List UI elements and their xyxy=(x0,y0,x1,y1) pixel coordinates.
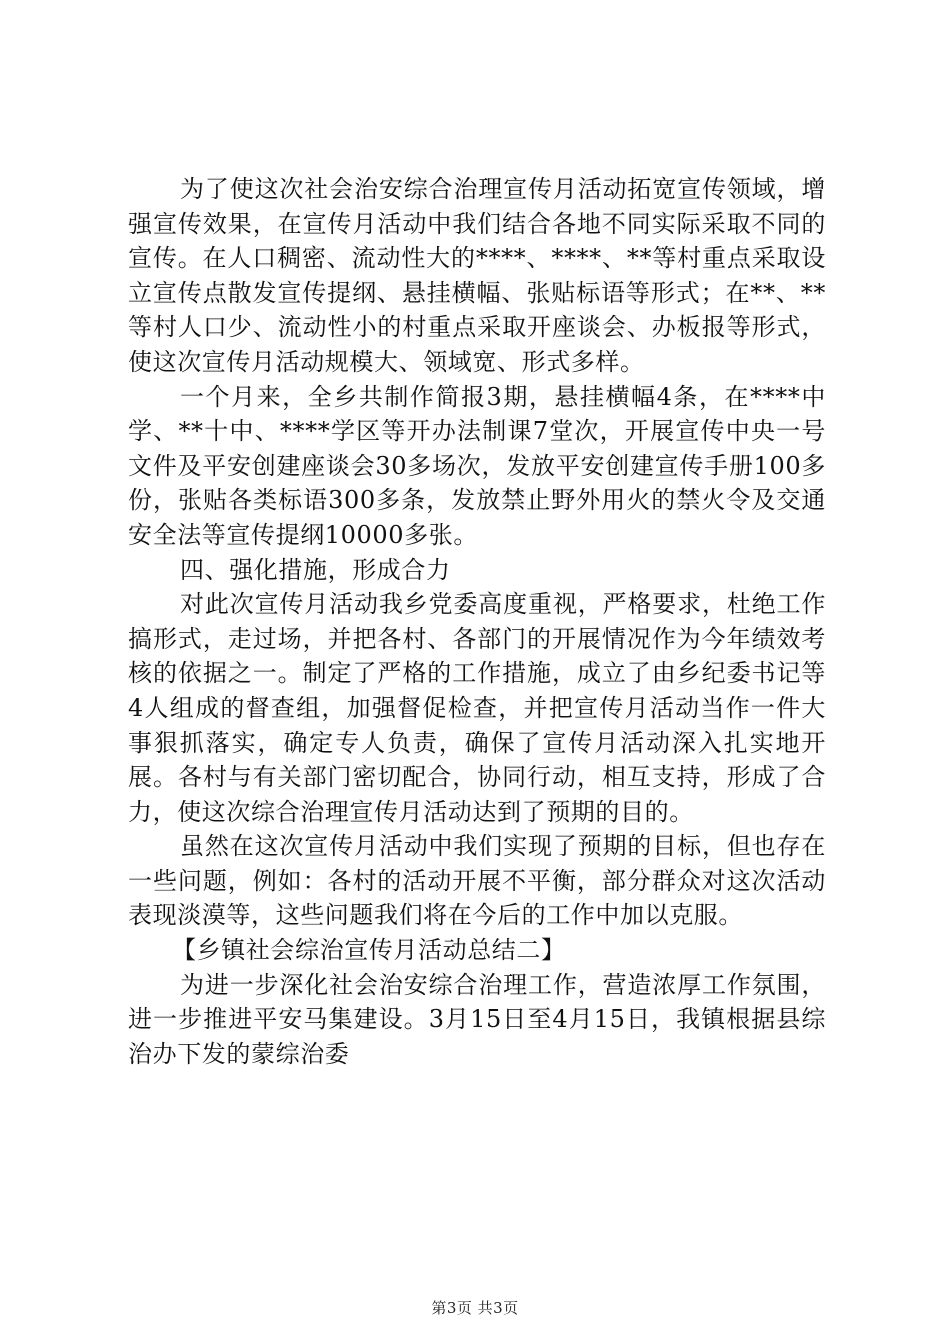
page-footer: 第3页 共3页 xyxy=(431,1299,519,1317)
body-paragraph: 对此次宣传月活动我乡党委高度重视，严格要求，杜绝工作搞形式，走过场，并把各村、各部门的开展情况作为今年绩效考核的依据之一。制定了严格的工作措施，成立了由乡纪委书记等4人组成的督查组，加强督促检查，并把宣传月活动当作一件大事狠抓落实，确定专人负责，确保了宣传月活动深入扎实地开展。各村与有关部门密切配合，协同行动，相互支持，形成了合力，使这次综合治理宣传月活动达到了预期的目的。 xyxy=(128,590,826,826)
body-paragraph: 一个月来，全乡共制作简报3期，悬挂横幅4条，在****中学、**十中、****学区等开办法制课7堂次，开展宣传中央一号文件及平安创建座谈会30多场次，发放平安创建宣传手册100多份，张贴各类标语300多条，发放禁止野外用火的禁火令及交通安全法等宣传提纲10000多张。 xyxy=(128,382,826,549)
section-heading: 四、强化措施，形成合力 xyxy=(180,555,451,584)
body-paragraph: 虽然在这次宣传月活动中我们实现了预期的目标，但也存在一些问题，例如：各村的活动开展不平衡，部分群众对这次活动表现淡漠等，这些问题我们将在今后的工作中加以克服。 xyxy=(128,832,826,930)
document-body xyxy=(128,172,826,1071)
second-document-title: 【乡镇社会综治宣传月活动总结二】 xyxy=(172,936,566,965)
body-paragraph: 为进一步深化社会治安综合治理工作，营造浓厚工作氛围，进一步推进平安马集建设。3月15日至4月15日，我镇根据县综治办下发的蒙综治委 xyxy=(128,970,826,1068)
body-paragraph: 为了使这次社会治安综合治理宣传月活动拓宽宣传领域，增强宣传效果，在宣传月活动中我们结合各地不同实际采取不同的宣传。在人口稠密、流动性大的****、****、**等村重点采取设立宣传点散发宣传提纲、悬挂横幅、张贴标语等形式；在**、**等村人口少、流动性小的村重点采取开座谈会、办板报等形式，使这次宣传月活动规模大、领域宽、形式多样。 xyxy=(128,175,826,376)
